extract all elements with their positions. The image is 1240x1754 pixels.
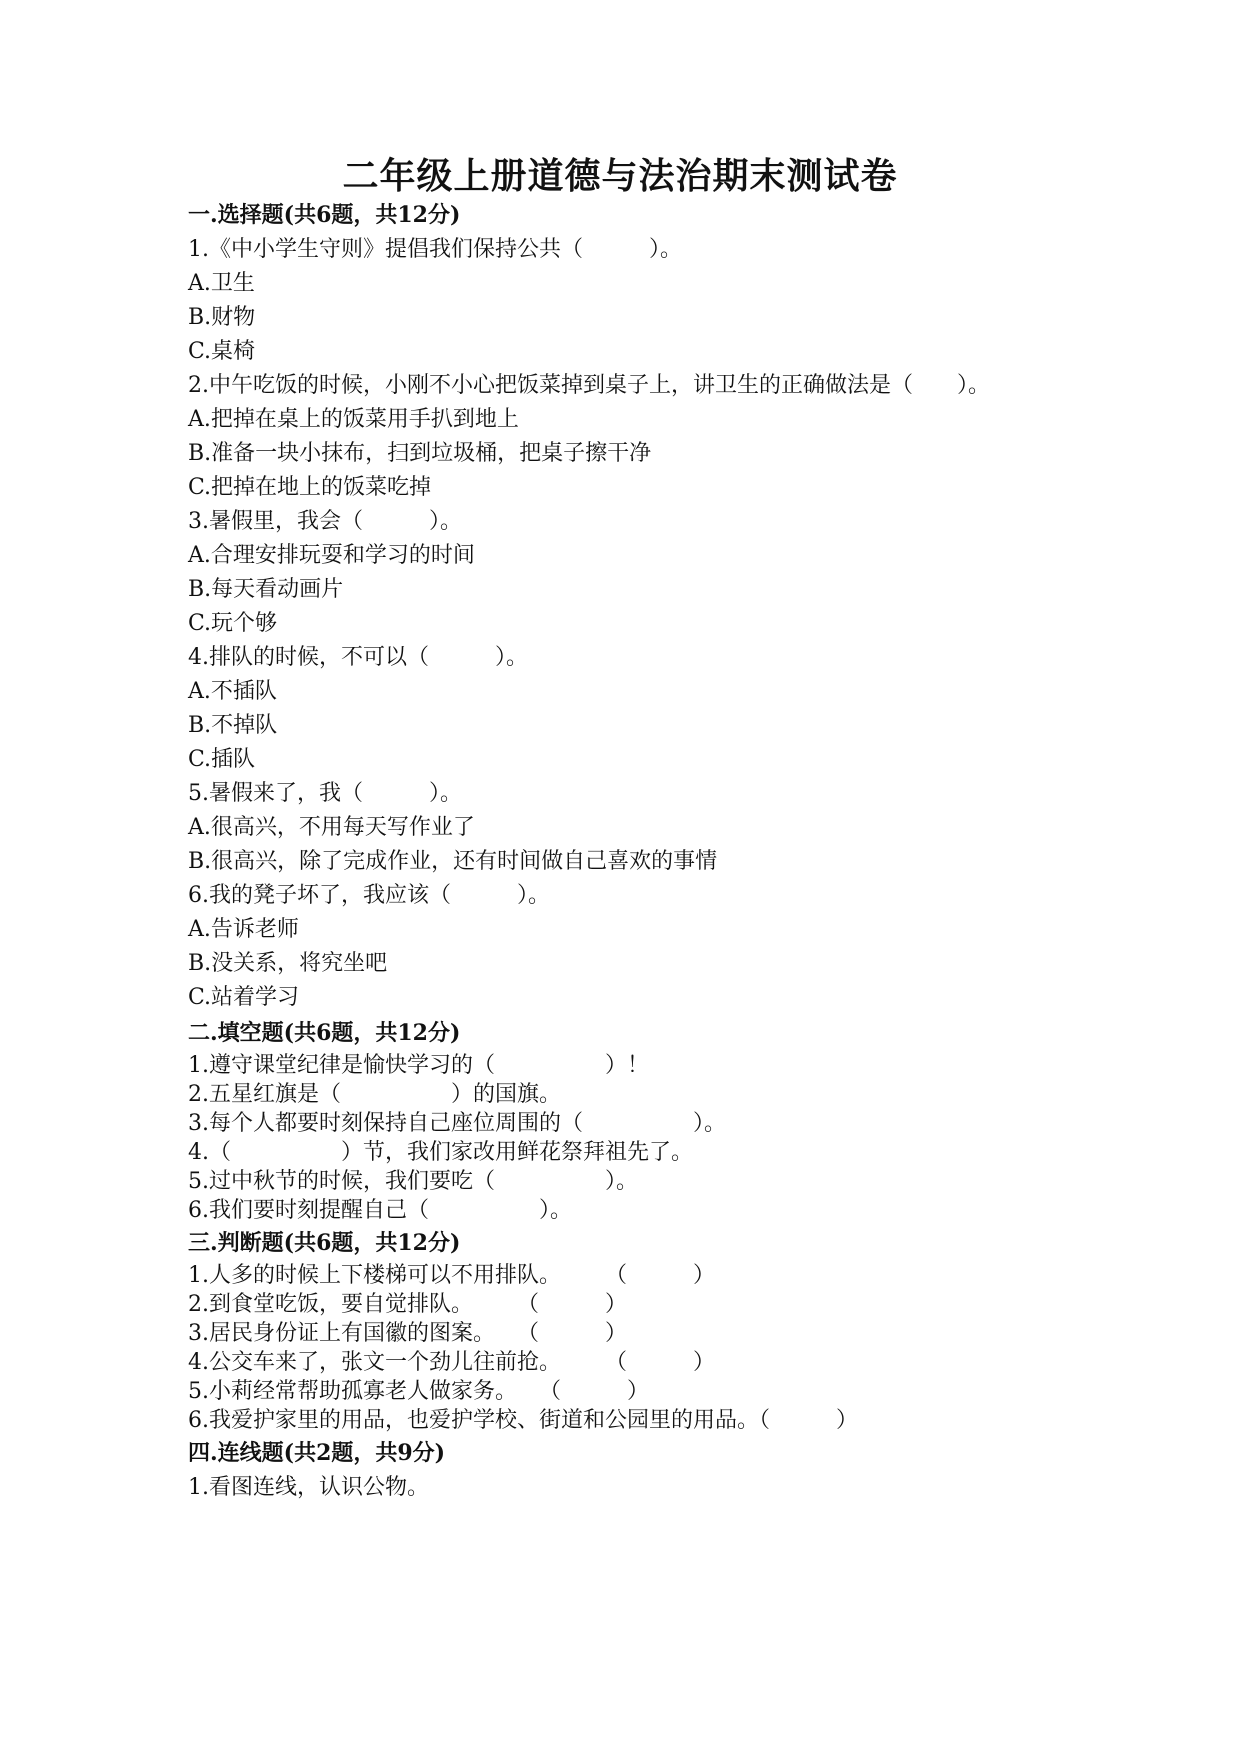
question-stem: 4.排队的时候，不可以（ ）。 — [188, 645, 528, 670]
section-heading-fill: 二.填空题(共6题，共12分) — [188, 1020, 461, 1046]
question-1 — [188, 233, 1058, 369]
exam-content — [188, 197, 1058, 1505]
section-heading-match: 四.连线题(共2题，共9分) — [188, 1440, 446, 1466]
exam-title: 二年级上册道德与法治期末测试卷 — [342, 155, 898, 197]
question-stem: 6.我的凳子坏了，我应该（ ）。 — [188, 883, 550, 908]
section-heading-choice: 一.选择题(共6题，共12分) — [188, 202, 461, 228]
fill-item: 6.我们要时刻提醒自己（ ）。 — [188, 1198, 572, 1223]
question-stem: 1.《中小学生守则》提倡我们保持公共（ ）。 — [188, 237, 682, 262]
match-item: 1.看图连线，认识公物。 — [188, 1475, 429, 1500]
fill-item: 4.（ ）节，我们家改用鲜花祭拜祖先了。 — [188, 1140, 693, 1165]
judge-item: 1.人多的时候上下楼梯可以不用排队。 （ ） — [188, 1263, 715, 1288]
judge-item: 6.我爱护家里的用品，也爱护学校、街道和公园里的用品。（ ） — [188, 1408, 858, 1433]
option-a: A.不插队 — [188, 679, 277, 704]
judge-item: 2.到食堂吃饭，要自觉排队。 （ ） — [188, 1292, 627, 1317]
question-stem: 5.暑假来了，我（ ）。 — [188, 781, 462, 806]
option-c: C.站着学习 — [188, 985, 300, 1010]
option-b: B.没关系，将究坐吧 — [188, 951, 388, 976]
option-c: C.桌椅 — [188, 339, 256, 364]
option-a: A.很高兴，不用每天写作业了 — [188, 815, 475, 840]
judge-item: 5.小莉经常帮助孤寡老人做家务。 （ ） — [188, 1379, 649, 1404]
option-c: C.把掉在地上的饭菜吃掉 — [188, 475, 432, 500]
option-c: C.玩个够 — [188, 611, 278, 636]
option-a: A.合理安排玩耍和学习的时间 — [188, 543, 475, 568]
fill-item: 5.过中秋节的时候，我们要吃（ ）。 — [188, 1169, 638, 1194]
question-stem: 2.中午吃饭的时候，小刚不小心把饭菜掉到桌子上，讲卫生的正确做法是（ ）。 — [188, 373, 990, 398]
option-b: B.财物 — [188, 305, 256, 330]
question-6 — [188, 879, 1058, 1015]
option-b: B.不掉队 — [188, 713, 278, 738]
judge-item: 4.公交车来了，张文一个劲儿往前抢。 （ ） — [188, 1350, 715, 1375]
fill-item: 1.遵守课堂纪律是愉快学习的（ ）！ — [188, 1053, 649, 1078]
option-c: C.插队 — [188, 747, 256, 772]
option-b: B.每天看动画片 — [188, 577, 344, 602]
fill-item: 2.五星红旗是（ ）的国旗。 — [188, 1082, 561, 1107]
option-b: B.很高兴，除了完成作业，还有时间做自己喜欢的事情 — [188, 849, 718, 874]
option-b: B.准备一块小抹布，扫到垃圾桶，把桌子擦干净 — [188, 441, 652, 466]
option-a: A.把掉在桌上的饭菜用手扒到地上 — [188, 407, 519, 432]
question-2 — [188, 371, 1058, 505]
judge-item: 3.居民身份证上有国徽的图案。 （ ） — [188, 1321, 627, 1346]
option-a: A.卫生 — [188, 271, 255, 296]
question-5 — [188, 777, 1058, 879]
fill-item: 3.每个人都要时刻保持自己座位周围的（ ）。 — [188, 1111, 726, 1136]
question-stem: 3.暑假里，我会（ ）。 — [188, 509, 462, 534]
section-heading-judge: 三.判断题(共6题，共12分) — [188, 1230, 461, 1256]
option-a: A.告诉老师 — [188, 917, 299, 942]
question-3 — [188, 505, 1058, 641]
question-4 — [188, 641, 1058, 777]
